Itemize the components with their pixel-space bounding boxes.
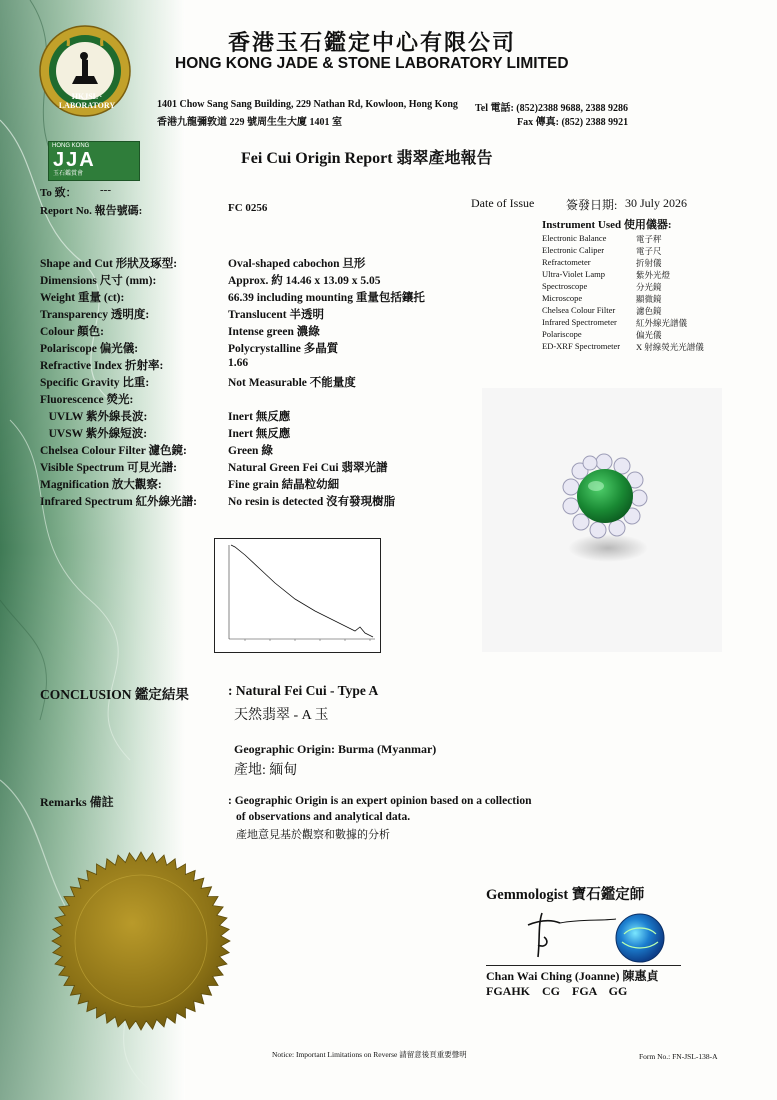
company-name-zh: 香港玉石鑑定中心有限公司 <box>228 30 517 55</box>
conclusion-value-zh: 天然翡翠 - A 玉 <box>234 708 329 723</box>
date-value: 30 July 2026 <box>625 196 688 210</box>
property-label: Colour 顏色: <box>40 326 104 338</box>
property-label: Visible Spectrum 可見光譜: <box>40 462 177 474</box>
jja-badge <box>48 141 140 181</box>
report-title: Fei Cui Origin Report 翡翠產地報告 <box>241 150 493 167</box>
instrument-name-en: Polariscope <box>542 329 582 339</box>
property-label: Infrared Spectrum 紅外線光譜: <box>40 496 197 508</box>
property-value: Inert 無反應 <box>228 428 291 440</box>
property-label: UVLW 紫外線長波: <box>40 411 148 423</box>
property-label: Transparency 透明度: <box>40 309 150 321</box>
remarks-line-1: : Geographic Origin is an expert opinion based on a collection <box>228 795 532 807</box>
property-value: No resin is detected 沒有發現樹脂 <box>228 496 396 508</box>
fax: Fax 傳真: (852) 2388 9921 <box>517 117 629 128</box>
report-number-label: Report No. 報告號碼: <box>40 205 143 217</box>
property-label: Refractive Index 折射率: <box>40 360 164 372</box>
property-label: Chelsea Colour Filter 濾色鏡: <box>40 445 187 457</box>
instrument-name-zh: X 射線熒光光譜儀 <box>636 342 704 352</box>
property-label: Magnification 放大觀察: <box>40 479 162 491</box>
spectrum-plot <box>215 539 380 652</box>
to-value: --- <box>100 184 111 196</box>
property-label: Fluorescence 熒光: <box>40 394 134 406</box>
gemmologist-name: Chan Wai Ching (Joanne) 陳惠貞 <box>486 969 659 983</box>
remarks-line-3: 產地意見基於觀察和數據的分析 <box>236 829 390 841</box>
gemmologist-credentials: FGAHK CG FGA GG <box>486 984 628 998</box>
property-value: 66.39 including mounting 重量包括鑲托 <box>228 292 425 304</box>
telephone: Tel 電話: (852)2388 9688, 2388 9286 <box>475 103 628 114</box>
conclusion-label: CONCLUSION 鑑定結果 <box>40 687 189 702</box>
property-value: Approx. 約 14.46 x 13.09 x 5.05 <box>228 275 381 287</box>
instrument-name-en: ED-XRF Spectrometer <box>542 341 621 351</box>
company-name-en: HONG KONG JADE & STONE LABORATORY LIMITED <box>175 55 569 72</box>
hologram-sticker <box>614 912 666 964</box>
jade-ring-image <box>482 388 722 652</box>
jja-badge-top: HONG KONG <box>52 143 90 149</box>
footer-notice: Notice: Important Limitations on Reverse 請留意後頁重要聲明 <box>272 1050 467 1059</box>
form-number: Form No.: FN-JSL-138-A <box>639 1052 718 1061</box>
remarks-line-2: of observations and analytical data. <box>236 811 411 823</box>
property-label: Weight 重量 (ct): <box>40 292 125 304</box>
instrument-name-en: Electronic Caliper <box>542 245 605 255</box>
property-label: Polariscope 偏光儀: <box>40 343 139 355</box>
instrument-name-en: Microscope <box>542 293 583 303</box>
instrument-name-zh: 顯微鏡 <box>636 294 662 304</box>
specimen-photo-frame <box>482 388 722 652</box>
instrument-name-zh: 紅外線光譜儀 <box>636 318 688 328</box>
instrument-name-en: Ultra-Violet Lamp <box>542 269 605 279</box>
handwritten-signature <box>520 905 620 965</box>
instrument-name-en: Refractometer <box>542 257 591 267</box>
date-label-zh: 簽發日期: <box>566 198 618 212</box>
infrared-spectrum-chart <box>214 538 381 653</box>
gemmologist-title: Gemmologist 寶石鑑定師 <box>486 887 645 903</box>
instruments-heading: Instrument Used 使用儀器: <box>542 219 672 231</box>
instrument-name-zh: 紫外光燈 <box>636 270 671 280</box>
gold-seal <box>50 850 232 1032</box>
jja-badge-main: JJA <box>53 149 96 171</box>
property-value: Translucent 半透明 <box>228 309 324 321</box>
property-label: Shape and Cut 形狀及琢型: <box>40 258 178 270</box>
property-value: Intense green 濃綠 <box>228 326 320 338</box>
property-value: 1.66 <box>228 357 249 369</box>
instrument-name-en: Infrared Spectrometer <box>542 317 617 327</box>
property-value: Green 綠 <box>228 445 273 457</box>
property-value: Fine grain 結晶粒幼細 <box>228 479 340 491</box>
instrument-name-en: Chelsea Colour Filter <box>542 305 616 315</box>
instrument-name-zh: 折射儀 <box>636 258 662 268</box>
instrument-name-zh: 電子尺 <box>636 246 662 256</box>
address-zh: 香港九龍彌敦道 229 號周生生大廈 1401 室 <box>157 117 342 128</box>
instrument-name-en: Electronic Balance <box>542 233 607 243</box>
conclusion-value-en: : Natural Fei Cui - Type A <box>228 683 379 698</box>
property-value: Polycrystalline 多晶質 <box>228 343 339 355</box>
logo-ring-text: HKJSL · LABORATORY <box>58 92 116 110</box>
report-number-value: FC 0256 <box>228 202 268 214</box>
property-label: Specific Gravity 比重: <box>40 377 150 389</box>
origin-en: Geographic Origin: Burma (Myanmar) <box>234 742 437 756</box>
instrument-name-zh: 分光鏡 <box>636 282 662 292</box>
signature-line <box>486 965 681 966</box>
to-label: To 致： <box>40 187 77 199</box>
property-value: Oval-shaped cabochon 旦形 <box>228 258 366 270</box>
address-en: 1401 Chow Sang Sang Building, 229 Nathan Rd, Kowloon, Hong Kong <box>157 99 458 110</box>
spectrum-line <box>231 545 373 637</box>
instrument-name-zh: 偏光儀 <box>636 330 662 340</box>
jja-badge-sub: 玉石鑑賞會 <box>53 171 84 177</box>
property-label: Dimensions 尺寸 (mm): <box>40 275 157 287</box>
origin-zh: 產地: 緬甸 <box>234 763 298 778</box>
instrument-name-en: Spectroscope <box>542 281 588 291</box>
instrument-name-zh: 濾色鏡 <box>636 306 662 316</box>
property-value: Not Measurable 不能量度 <box>228 377 356 389</box>
property-value: Inert 無反應 <box>228 411 291 423</box>
property-label: UVSW 紫外線短波: <box>40 428 148 440</box>
instrument-name-zh: 電子秤 <box>636 234 662 244</box>
remarks-label: Remarks 備註 <box>40 795 114 809</box>
date-label: Date of Issue <box>471 196 535 210</box>
property-value: Natural Green Fei Cui 翡翠光譜 <box>228 462 388 474</box>
